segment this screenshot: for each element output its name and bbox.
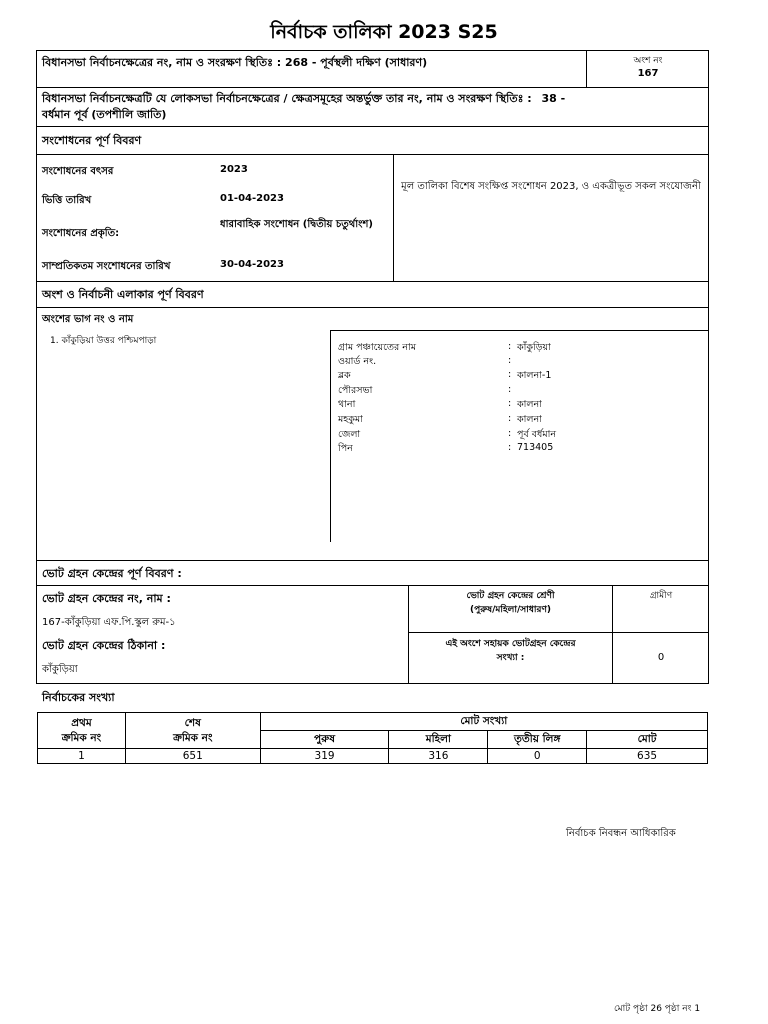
- parliamentary-constituency: [42, 91, 704, 123]
- part-no-label: অংশ নং: [633, 56, 663, 66]
- address-colon: :: [508, 413, 512, 424]
- part-no-value: 167: [637, 68, 659, 79]
- revision-year-value: 2023: [220, 164, 248, 175]
- divider: [36, 126, 709, 127]
- last-serial-header-1: শেষ: [184, 716, 201, 729]
- address-value: কালনা: [517, 414, 542, 425]
- divider: [330, 330, 709, 331]
- first-serial-value: 1: [38, 749, 126, 764]
- total-value: 635: [587, 749, 708, 764]
- address-colon: :: [508, 398, 512, 409]
- last-serial-header: [125, 713, 260, 749]
- address-colon: :: [508, 442, 512, 453]
- latest-revision-date-value: 30-04-2023: [220, 259, 284, 270]
- address-colon: :: [508, 369, 512, 380]
- polling-category-label: [409, 589, 612, 617]
- divider: [36, 154, 709, 155]
- divider: [330, 330, 331, 542]
- polling-category-label-1: ভোট গ্রহন কেন্দ্রের শ্রেণী: [466, 591, 555, 601]
- parliamentary-no: 38 -: [541, 92, 566, 105]
- address-colon: :: [508, 355, 512, 366]
- polling-address-value: কাঁকুড়িয়া: [42, 664, 78, 675]
- address-label: থানা: [338, 399, 356, 410]
- aux-stations-label-1: এই অংশে সহায়ক ভোটগ্রহন কেন্দ্রের: [445, 639, 576, 649]
- parliamentary-line1: বিধানসভা নির্বাচনক্ষেত্রটি যে লোকসভা নির্বাচনক্ষেত্রের / ক্ষেত্রসমূহের অন্তর্ভুক্ত তার নং, নাম ও সংরক্ষণ স্থিতিঃ :: [42, 92, 532, 105]
- polling-category-value: গ্রামীণ: [649, 591, 673, 601]
- total-header: মোট: [587, 731, 708, 749]
- divider: [408, 632, 709, 633]
- total-group-header: মোট সংখ্যা: [260, 713, 707, 731]
- polling-heading: ভোট গ্রহন কেন্দ্রের পূর্ণ বিবরণ :: [42, 567, 182, 580]
- page-title: নির্বাচক তালিকা 2023 S25: [270, 21, 498, 43]
- address-colon: :: [508, 428, 512, 439]
- revision-heading: সংশোধনের পূর্ণ বিবরণ: [42, 134, 142, 147]
- male-header: পুরুষ: [260, 731, 389, 749]
- electors-table: [37, 712, 708, 764]
- registration-officer: নির্বাচক নিবন্ধন আধিকারিক: [566, 828, 676, 839]
- address-colon: :: [508, 384, 512, 395]
- revision-year-label: সংশোধনের বৎসর: [42, 166, 114, 177]
- constituency-info: বিধানসভা নির্বাচনক্ষেত্রের নং, নাম ও সংরক্ষণ স্থিতিঃ : 268 - পূর্বস্থলী দক্ষিণ (সাধারণ): [42, 56, 428, 69]
- address-label: ওয়ার্ড নং.: [338, 356, 377, 367]
- revision-type-value: ধারাবাহিক সংশোধন (দ্বিতীয় চতুর্থাংশ): [220, 219, 373, 230]
- parliamentary-line2: বর্ধমান পূর্ব (তপশীলি জাতি): [42, 108, 167, 121]
- aux-stations-label: [409, 637, 612, 665]
- third-gender-value: 0: [488, 749, 587, 764]
- divider: [36, 281, 709, 282]
- revision-note: মূল তালিকা বিশেষ সংক্ষিপ্ত সংশোধন 2023, ও একত্রীভূত সকল সংযোজনী: [401, 181, 701, 192]
- address-label: গ্রাম পঞ্চায়েতের নাম: [338, 342, 416, 353]
- first-serial-header-2: ক্রমিক নং: [61, 731, 102, 744]
- table-header-row: [38, 713, 708, 731]
- female-header: মহিলা: [389, 731, 488, 749]
- revision-type-label: সংশোধনের প্রকৃতি:: [42, 228, 120, 239]
- last-serial-header-2: ক্রমিক নং: [173, 731, 213, 744]
- qualifying-date-label: ভিত্তি তারিখ: [42, 195, 92, 206]
- address-value: 713405: [517, 442, 554, 453]
- polling-address-label: ভোট গ্রহন কেন্দ্রের ঠিকানা :: [42, 639, 166, 652]
- address-value: পূর্ব বর্ধমান: [517, 429, 557, 440]
- aux-stations-label-2: সংখ্যা :: [496, 653, 525, 663]
- electors-heading: নির্বাচকের সংখ্যা: [42, 691, 115, 704]
- address-label: জেলা: [338, 429, 361, 440]
- table-row: [38, 749, 708, 764]
- divider: [36, 87, 709, 88]
- address-colon: :: [508, 341, 512, 352]
- third-gender-header: তৃতীয় লিঙ্গ: [488, 731, 587, 749]
- first-serial-header: [38, 713, 126, 749]
- address-label: ব্লক: [338, 370, 351, 381]
- address-value: কালনা-1: [517, 370, 552, 381]
- address-label: পিন: [338, 443, 353, 454]
- address-label: পৌরসভা: [338, 385, 373, 396]
- address-label: মহকুমা: [338, 414, 363, 425]
- male-value: 319: [260, 749, 389, 764]
- address-value: কালনা: [517, 399, 542, 410]
- sections-heading: অংশের ভাগ নং ও নাম: [42, 314, 134, 325]
- aux-stations-value: 0: [657, 652, 665, 663]
- divider: [393, 154, 394, 281]
- qualifying-date-value: 01-04-2023: [220, 193, 284, 204]
- polling-station-value: 167-কাঁকুড়িয়া এফ.পি.স্কুল রুম-১: [42, 617, 176, 628]
- page-info: মোট পৃষ্ঠা 26 পৃষ্ঠা নং 1: [614, 1004, 701, 1014]
- divider: [36, 585, 709, 586]
- female-value: 316: [389, 749, 488, 764]
- divider: [36, 307, 709, 308]
- address-value: কাঁকুড়িয়া: [517, 342, 551, 353]
- last-serial-value: 651: [125, 749, 260, 764]
- divider: [36, 560, 709, 561]
- polling-category-label-2: (পুরুষ/মহিলা/সাধারণ): [470, 605, 551, 615]
- first-serial-header-1: প্রথম: [71, 716, 92, 729]
- latest-revision-date-label: সাম্প্রতিকতম সংশোধনের তারিখ: [42, 261, 171, 272]
- section-item: 1. কাঁকুড়িয়া উত্তর পশ্চিমপাড়া: [50, 336, 157, 346]
- part-heading: অংশ ও নির্বাচনী এলাকার পূর্ণ বিবরণ: [42, 288, 204, 301]
- polling-station-label: ভোট গ্রহন কেন্দ্রের নং, নাম :: [42, 592, 171, 605]
